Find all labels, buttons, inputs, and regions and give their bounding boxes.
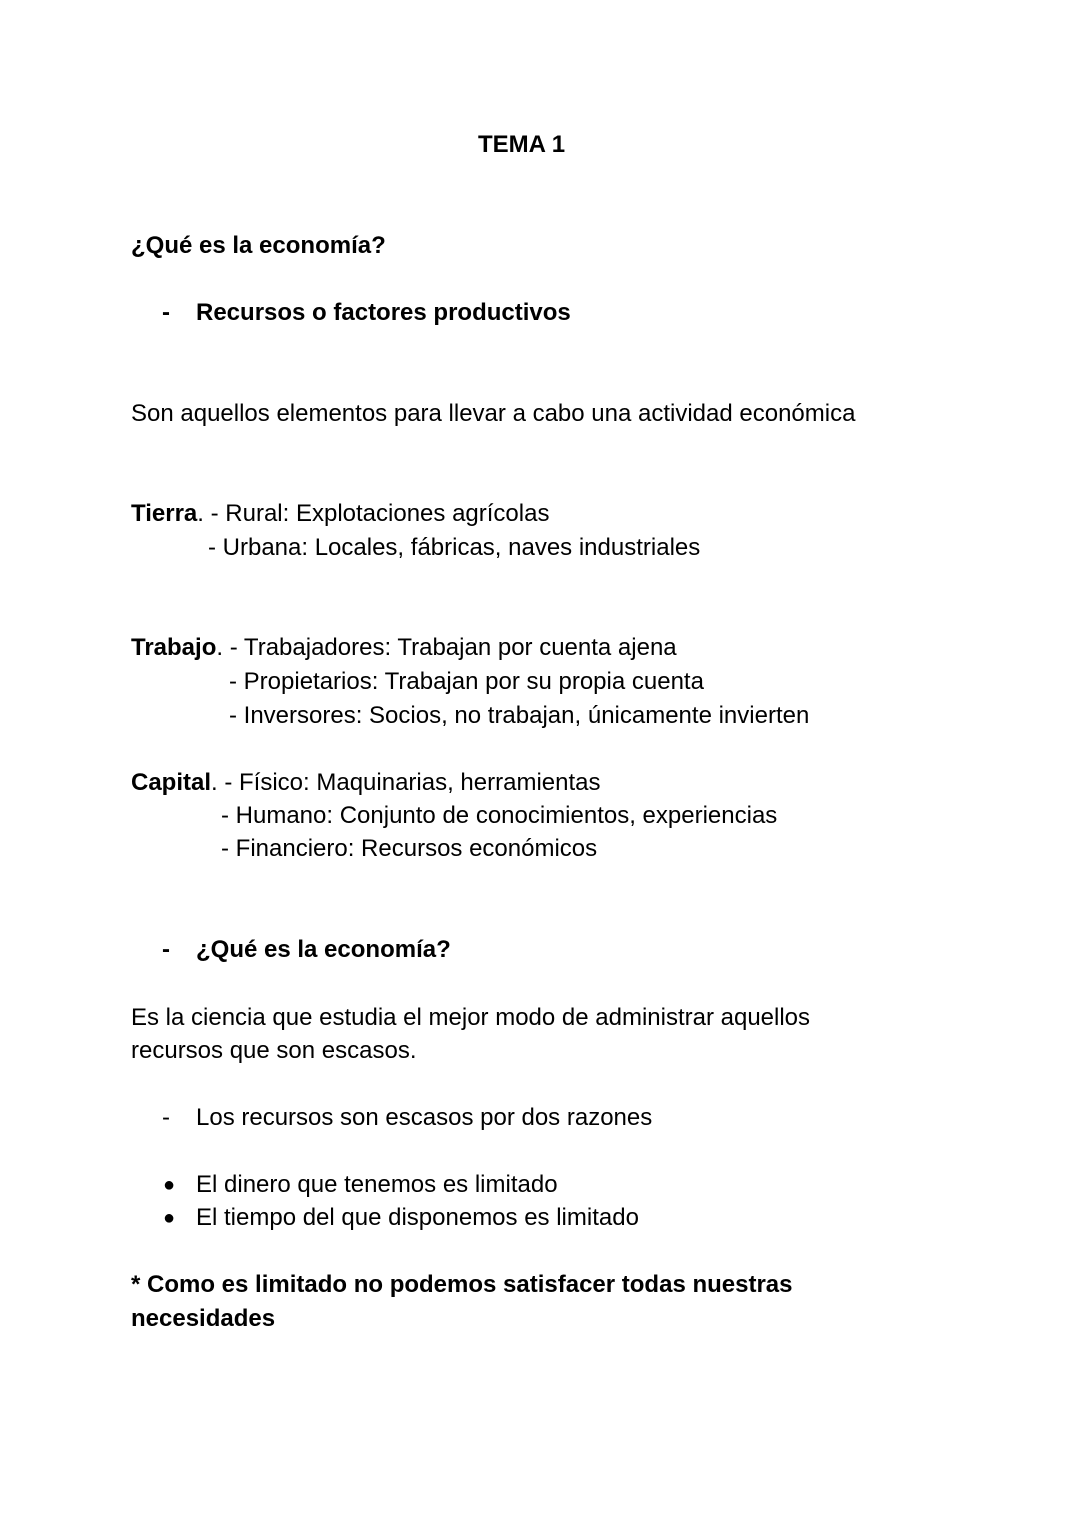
bullet-icon: ● bbox=[163, 1207, 176, 1229]
reasons-intro: Los recursos son escasos por dos razones bbox=[196, 1104, 653, 1131]
list-item bbox=[0, 1168, 1080, 1202]
tierra-label: Tierra bbox=[131, 500, 198, 527]
bullet-text: El dinero que tenemos es limitado bbox=[196, 1171, 558, 1198]
capital-item-financiero: - Financiero: Recursos económicos bbox=[221, 835, 598, 862]
section-heading: ¿Qué es la economía? bbox=[131, 232, 386, 259]
capital-label: Capital bbox=[131, 769, 212, 796]
tierra-item-rural: - Rural: Explotaciones agrícolas bbox=[210, 500, 550, 527]
bullet-text: El tiempo del que disponemos es limitado bbox=[196, 1204, 639, 1231]
intro-paragraph: Son aquellos elementos para llevar a cabo una actividad económica bbox=[131, 400, 856, 427]
tierra-item-urbana: - Urbana: Locales, fábricas, naves industriales bbox=[208, 534, 701, 561]
list-item bbox=[0, 1201, 1080, 1235]
capital-item-humano: - Humano: Conjunto de conocimientos, experiencias bbox=[221, 802, 778, 829]
trabajo-line-1 bbox=[131, 631, 677, 665]
tierra-line-1 bbox=[131, 497, 549, 531]
bullet-icon: ● bbox=[163, 1174, 176, 1196]
dash-marker: - bbox=[162, 1104, 170, 1131]
capital-sep: . bbox=[211, 769, 225, 796]
trabajo-label: Trabajo bbox=[131, 634, 217, 661]
reasons-row bbox=[0, 1101, 1080, 1135]
dash-marker: - bbox=[162, 299, 170, 326]
note-line-1: * Como es limitado no podemos satisfacer todas nuestras bbox=[131, 1271, 793, 1298]
subheading: Recursos o factores productivos bbox=[196, 299, 571, 326]
capital-line-1 bbox=[131, 766, 601, 800]
subheading-row bbox=[0, 296, 1080, 330]
note-line-2: necesidades bbox=[131, 1305, 276, 1332]
dash-marker: - bbox=[162, 936, 170, 963]
definition-line-1: Es la ciencia que estudia el mejor modo de administrar aquellos bbox=[131, 1004, 811, 1031]
capital-item-fisico: - Físico: Maquinarias, herramientas bbox=[224, 769, 601, 796]
trabajo-sep: . bbox=[216, 634, 230, 661]
page-title: TEMA 1 bbox=[477, 131, 566, 158]
trabajo-item-propietarios: - Propietarios: Trabajan por su propia cuenta bbox=[229, 668, 704, 695]
tierra-sep: . bbox=[197, 500, 211, 527]
section2-heading: ¿Qué es la economía? bbox=[196, 936, 451, 963]
definition-line-2: recursos que son escasos. bbox=[131, 1037, 417, 1064]
trabajo-item-trabajadores: - Trabajadores: Trabajan por cuenta ajena bbox=[229, 634, 677, 661]
section2-heading-row bbox=[0, 933, 1080, 967]
trabajo-item-inversores: - Inversores: Socios, no trabajan, únicamente invierten bbox=[229, 702, 810, 729]
